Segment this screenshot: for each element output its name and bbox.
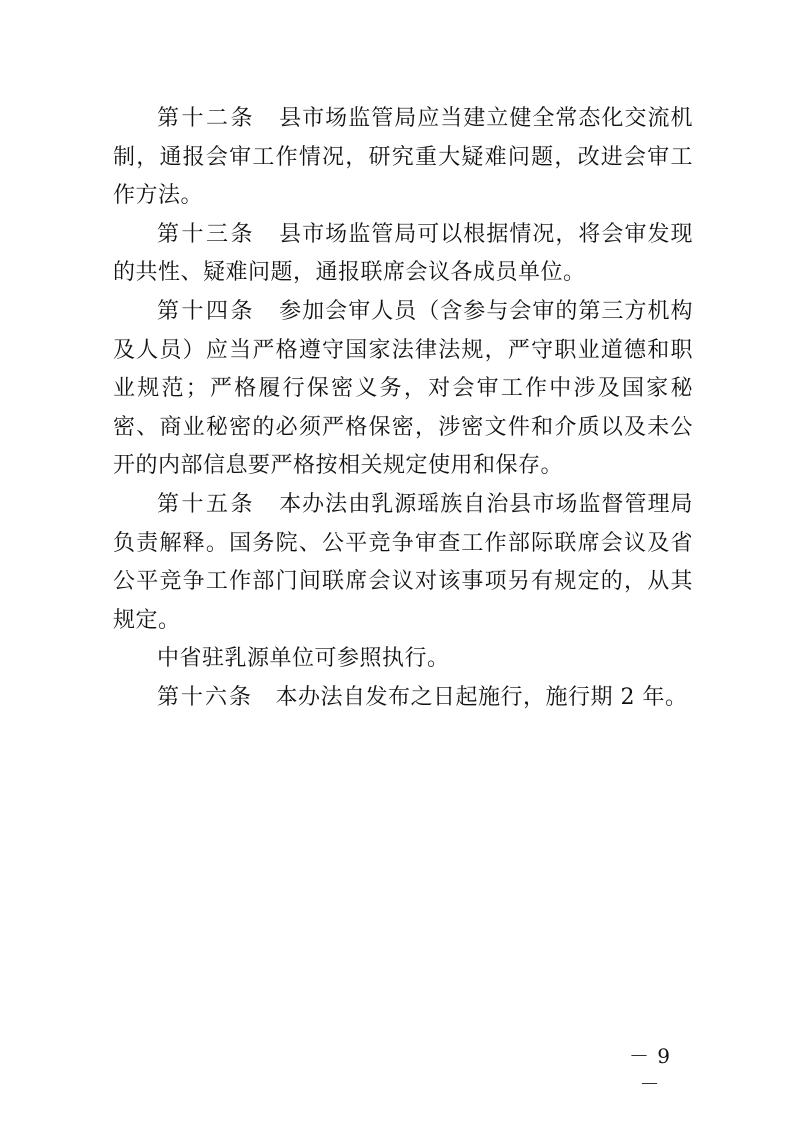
document-body [113,100,693,718]
article-12-heading: 第十二条 [157,106,256,131]
article-13-paragraph [113,216,693,293]
article-14-paragraph [113,293,693,486]
article-16-paragraph [113,679,693,718]
article-15-heading: 第十五条 [157,491,256,517]
article-15-paragraph [113,486,693,640]
supplementary-paragraph [113,640,693,679]
article-16-text: 本办法自发布之日起施行，施行期 2 年。 [275,684,688,710]
article-12-text: 县市场监管局应当建立健全常态化交流机制，通报会审工作情况，研究重大疑难问题，改进会审工作方法。 [113,106,693,209]
article-13-heading: 第十三条 [157,221,256,247]
page-number: － 9 － [628,1044,672,1096]
article-12-paragraph [113,100,693,216]
article-15-text: 本办法由乳源瑶族自治县市场监督管理局负责解释。国务院、公平竞争审查工作部际联席会议及省公平竞争工作部门间联席会议对该事项另有规定的，从其规定。 [113,491,693,633]
article-14-text: 参加会审人员（含参与会审的第三方机构及人员）应当严格遵守国家法律法规，严守职业道德和职业规范；严格履行保密义务，对会审工作中涉及国家秘密、商业秘密的必须严格保密，涉密文件和介质以及未公开的内部信息要严格按相关规定使用和保存。 [113,298,693,479]
supplementary-text: 中省驻乳源单位可参照执行。 [157,646,450,672]
article-13-text: 县市场监管局可以根据情况，将会审发现的共性、疑难问题，通报联席会议各成员单位。 [113,221,693,286]
article-16-heading: 第十六条 [157,684,254,710]
article-14-heading: 第十四条 [157,298,256,324]
